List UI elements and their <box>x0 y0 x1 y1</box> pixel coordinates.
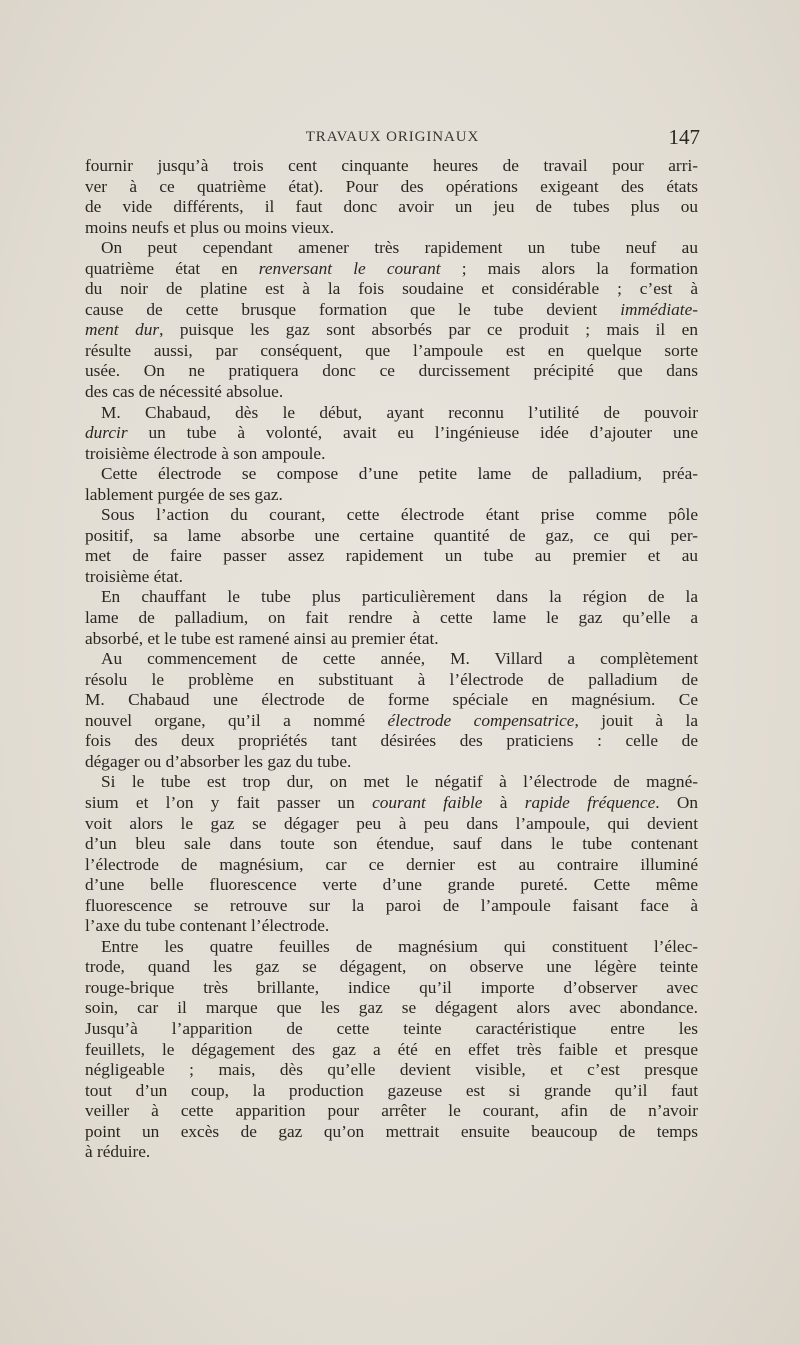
text-line <box>85 711 698 732</box>
text-line <box>85 177 698 198</box>
text-line <box>85 1040 698 1061</box>
text-line <box>85 629 698 650</box>
italic-text: renversant le courant <box>258 258 441 278</box>
text-line <box>85 670 698 691</box>
text-segment: soin, car il marque que les gaz se dégagent alors avec abondance. <box>85 998 698 1018</box>
text-line <box>85 1060 698 1081</box>
text-segment: point un excès de gaz qu’on mettrait ensuite beaucoup de temps <box>85 1121 698 1141</box>
text-line <box>85 752 698 773</box>
text-line <box>85 731 698 752</box>
text-segment: lame de palladium, on fait rendre à cette lame le gaz qu’elle a <box>85 608 698 628</box>
italic-text: ment dur <box>85 320 160 340</box>
text-line <box>85 814 698 835</box>
text-segment: ; mais alors la formation <box>440 258 698 278</box>
text-line <box>85 772 698 793</box>
text-line <box>85 834 698 855</box>
text-segment: Entre les quatre feuilles de magnésium qui constituent l’élec- <box>101 936 698 956</box>
text-line <box>85 875 698 896</box>
text-segment: On peut cependant amener très rapidement un tube neuf au <box>101 238 698 258</box>
running-head-title: TRAVAUX ORIGINAUX <box>305 129 480 145</box>
text-line <box>85 546 698 567</box>
text-segment: Cette électrode se compose d’une petite lame de palladium, préa- <box>101 464 698 484</box>
running-head <box>85 125 700 151</box>
text-segment: de vide différents, il faut donc avoir un jeu de tubes plus ou <box>85 197 698 217</box>
text-line <box>85 649 698 670</box>
italic-text: rapide fréquence <box>524 792 656 812</box>
text-segment: moins neufs et plus ou moins vieux. <box>85 217 335 237</box>
text-line <box>85 485 698 506</box>
text-segment: à <box>482 792 525 812</box>
text-segment: , puisque les gaz sont absorbés par ce produit ; mais il en <box>159 320 698 340</box>
text-line <box>85 341 698 362</box>
text-line <box>85 1142 698 1163</box>
text-segment: absorbé, et le tube est ramené ainsi au premier état. <box>85 628 439 648</box>
text-line <box>85 320 698 341</box>
text-line <box>85 361 698 382</box>
text-line <box>85 238 698 259</box>
page-number: 147 <box>668 125 700 149</box>
text-line <box>85 978 698 999</box>
text-line <box>85 218 698 239</box>
text-line <box>85 957 698 978</box>
text-line <box>85 587 698 608</box>
text-segment: feuillets, le dégagement des gaz a été en effet très faible et presque <box>85 1039 698 1059</box>
text-line <box>85 423 698 444</box>
text-segment: . On <box>655 792 699 812</box>
text-line <box>85 382 698 403</box>
text-line <box>85 1122 698 1143</box>
text-line <box>85 403 698 424</box>
text-segment: tout d’un coup, la production gazeuse est si grande qu’il faut <box>85 1080 698 1100</box>
text-line <box>85 259 698 280</box>
text-line <box>85 156 698 177</box>
text-line <box>85 937 698 958</box>
text-segment: Sous l’action du courant, cette électrode étant prise comme pôle <box>101 505 698 525</box>
text-segment: fournir jusqu’à trois cent cinquante heures de travail pour arri- <box>85 156 698 175</box>
text-segment: résolu le problème en substituant à l’électrode de palladium de <box>85 669 698 689</box>
text-segment: troisième électrode à son ampoule. <box>85 443 326 463</box>
text-line <box>85 279 698 300</box>
text-line <box>85 197 698 218</box>
text-line <box>85 464 698 485</box>
text-segment: voit alors le gaz se dégager peu à peu dans l’ampoule, qui devient <box>85 813 698 833</box>
text-line <box>85 855 698 876</box>
text-segment: usée. On ne pratiquera donc ce durcissement précipité que dans <box>85 361 698 381</box>
text-line <box>85 896 698 917</box>
text-segment: lablement purgée de ses gaz. <box>85 484 283 504</box>
text-line <box>85 444 698 465</box>
text-line <box>85 1019 698 1040</box>
text-segment: M. Chabaud, dès le début, ayant reconnu l’utilité de pouvoir <box>101 402 698 422</box>
text-segment: positif, sa lame absorbe une certaine quantité de gaz, ce qui per- <box>85 525 698 545</box>
text-segment: rouge-brique très brillante, indice qu’il importe d’observer avec <box>85 977 698 997</box>
text-line <box>85 567 698 588</box>
text-segment: M. Chabaud une électrode de forme spéciale en magnésium. Ce <box>85 690 698 710</box>
text-segment: à réduire. <box>85 1142 151 1162</box>
text-segment: veiller à cette apparition pour arrêter le courant, afin de n’avoir <box>85 1101 698 1121</box>
text-segment: nouvel organe, qu’il a nommé <box>85 710 388 730</box>
text-segment: quatrième état en <box>85 258 259 278</box>
text-line <box>85 690 698 711</box>
text-line <box>85 505 698 526</box>
text-segment: résulte aussi, par conséquent, que l’ampoule est en quelque sorte <box>85 340 698 360</box>
text-segment: un tube à volonté, avait eu l’ingénieuse idée d’ajouter une <box>127 423 698 443</box>
text-segment: cause de cette brusque formation que le tube devient <box>85 299 621 319</box>
text-segment: d’un bleu sale dans toute son étendue, sauf dans le tube contenant <box>85 834 698 854</box>
text-line <box>85 793 698 814</box>
text-segment: des cas de nécessité absolue. <box>85 382 284 402</box>
text-segment: fluorescence se retrouve sur la paroi de l’ampoule faisant face à <box>85 895 698 915</box>
text-segment: En chauffant le tube plus particulièrement dans la région de la <box>101 587 698 607</box>
text-segment: sium et l’on y fait passer un <box>85 792 373 812</box>
text-line <box>85 998 698 1019</box>
italic-text: courant faible <box>372 792 483 812</box>
text-segment: l’électrode de magnésium, car ce dernier est au contraire illuminé <box>85 854 698 874</box>
text-line <box>85 1081 698 1102</box>
text-line <box>85 916 698 937</box>
text-segment: l’axe du tube contenant l’électrode. <box>85 916 330 936</box>
text-line <box>85 1101 698 1122</box>
italic-text: immédiate- <box>620 299 698 319</box>
text-segment: négligeable ; mais, dès qu’elle devient visible, et c’est presque <box>85 1060 698 1080</box>
text-segment: dégager ou d’absorber les gaz du tube. <box>85 751 352 771</box>
text-segment: , jouit à la <box>574 710 699 730</box>
italic-text: électrode compensatrice <box>387 710 575 730</box>
text-line <box>85 608 698 629</box>
text-segment: Si le tube est trop dur, on met le négatif à l’électrode de magné- <box>101 772 698 792</box>
text-line <box>85 526 698 547</box>
italic-text: durcir <box>85 423 128 443</box>
text-segment: Au commencement de cette année, M. Villard a complètement <box>101 649 698 669</box>
text-line <box>85 300 698 321</box>
text-segment: trode, quand les gaz se dégagent, on observe une légère teinte <box>85 957 698 977</box>
text-segment: ver à ce quatrième état). Pour des opérations exigeant des états <box>85 176 698 196</box>
text-segment: fois des deux propriétés tant désirées des praticiens : celle de <box>85 731 698 751</box>
body-text <box>85 156 698 1163</box>
text-segment: troisième état. <box>85 566 183 586</box>
text-segment: Jusqu’à l’apparition de cette teinte caractéristique entre les <box>85 1018 698 1038</box>
text-segment: du noir de platine est à la fois soudaine et considérable ; c’est à <box>85 279 698 299</box>
text-segment: d’une belle fluorescence verte d’une grande pureté. Cette même <box>85 875 698 895</box>
text-segment: met de faire passer assez rapidement un tube au premier et au <box>85 546 698 566</box>
